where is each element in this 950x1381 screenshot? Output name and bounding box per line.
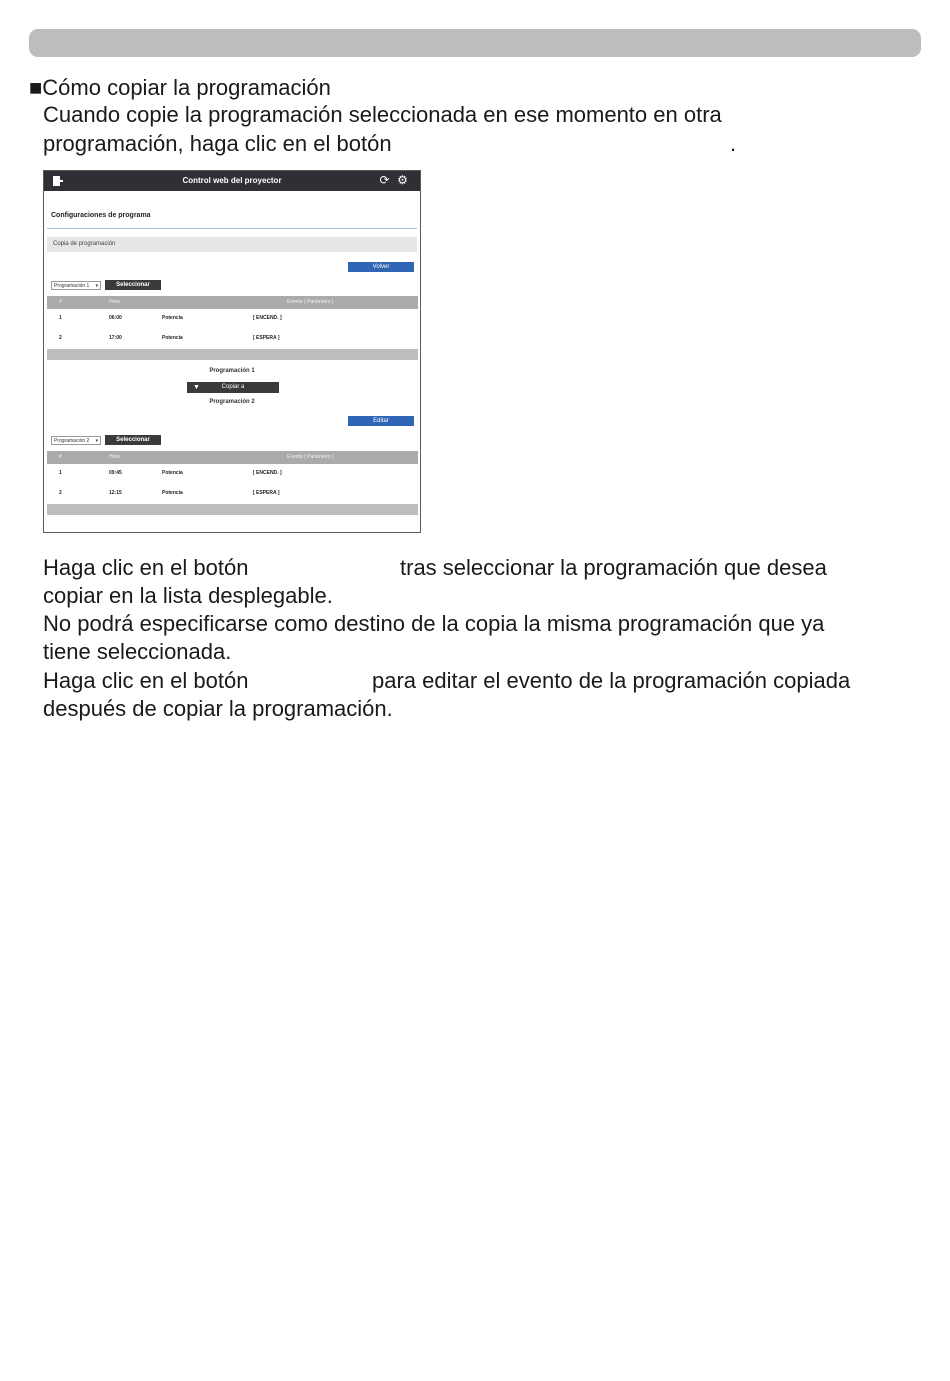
edit-button[interactable]: Editar (348, 416, 414, 426)
note-2-line-2: tiene seleccionada. (43, 639, 232, 664)
table-row[interactable]: 2 17:00 Potencia [ ESPERA ] (59, 335, 280, 341)
header-bar (29, 29, 921, 57)
source-select-button[interactable]: Seleccionar (105, 280, 161, 290)
note-1-start: Haga clic en el botón (43, 555, 249, 580)
title-underline (47, 228, 417, 229)
target-table-footer (47, 504, 418, 515)
screenshot-titlebar (44, 171, 420, 191)
source-table-footer (47, 349, 418, 360)
page-title: Configuraciones de programa (51, 212, 151, 219)
note-1-end: tras seleccionar la programación que desea (400, 555, 827, 580)
target-select-button[interactable]: Seleccionar (105, 435, 161, 445)
triangle-down-icon: ▼ (193, 384, 200, 391)
note-3-start: Haga clic en el botón (43, 668, 249, 693)
chevron-down-icon: ▾ (95, 438, 98, 444)
note-1-line-2: copiar en la lista desplegable. (43, 583, 333, 608)
table-row[interactable]: 1 09:45 Potencia [ ENCEND. ] (59, 470, 282, 476)
col-time: Hora (109, 299, 120, 305)
copy-from-label: Programación 1 (209, 368, 255, 374)
col-event: Evento ( Parámetro ) (287, 454, 334, 460)
col-number: # (59, 454, 62, 460)
table-row[interactable]: 2 12:15 Potencia [ ESPERA ] (59, 490, 280, 496)
section-heading: ■Cómo copiar la programación (29, 75, 331, 100)
col-event: Evento ( Parámetro ) (287, 299, 334, 305)
copy-to-label: Programación 2 (209, 399, 255, 405)
refresh-icon[interactable]: ⟳ (379, 173, 390, 187)
intro-line-2-start: programación, haga clic en el botón (43, 131, 392, 156)
chevron-down-icon: ▾ (95, 283, 98, 289)
section-bar: Copia de programación (47, 237, 417, 252)
settings-icon[interactable]: ⚙ (397, 173, 408, 187)
col-number: # (59, 299, 62, 305)
back-button[interactable]: Volver (348, 262, 414, 272)
target-schedule-select[interactable]: Programación 2 ▾ (51, 436, 101, 445)
note-2-line-1: No podrá especificarse como destino de la copia la misma programación que ya (43, 611, 825, 636)
web-control-screenshot (43, 170, 421, 533)
table-row[interactable]: 1 06:00 Potencia [ ENCEND. ] (59, 315, 282, 321)
col-time: Hora (109, 454, 120, 460)
screenshot-title: Control web del proyector (182, 176, 282, 185)
source-schedule-select[interactable]: Programación 1 ▾ (51, 281, 101, 290)
note-3-end: para editar el evento de la programación copiada (372, 668, 851, 693)
intro-line-1: Cuando copie la programación seleccionada en ese momento en otra (43, 102, 722, 127)
intro-line-2-end: . (730, 131, 737, 156)
note-3-line-2: después de copiar la programación. (43, 696, 393, 721)
copy-to-button[interactable]: ▼ Copiar a (187, 382, 279, 393)
